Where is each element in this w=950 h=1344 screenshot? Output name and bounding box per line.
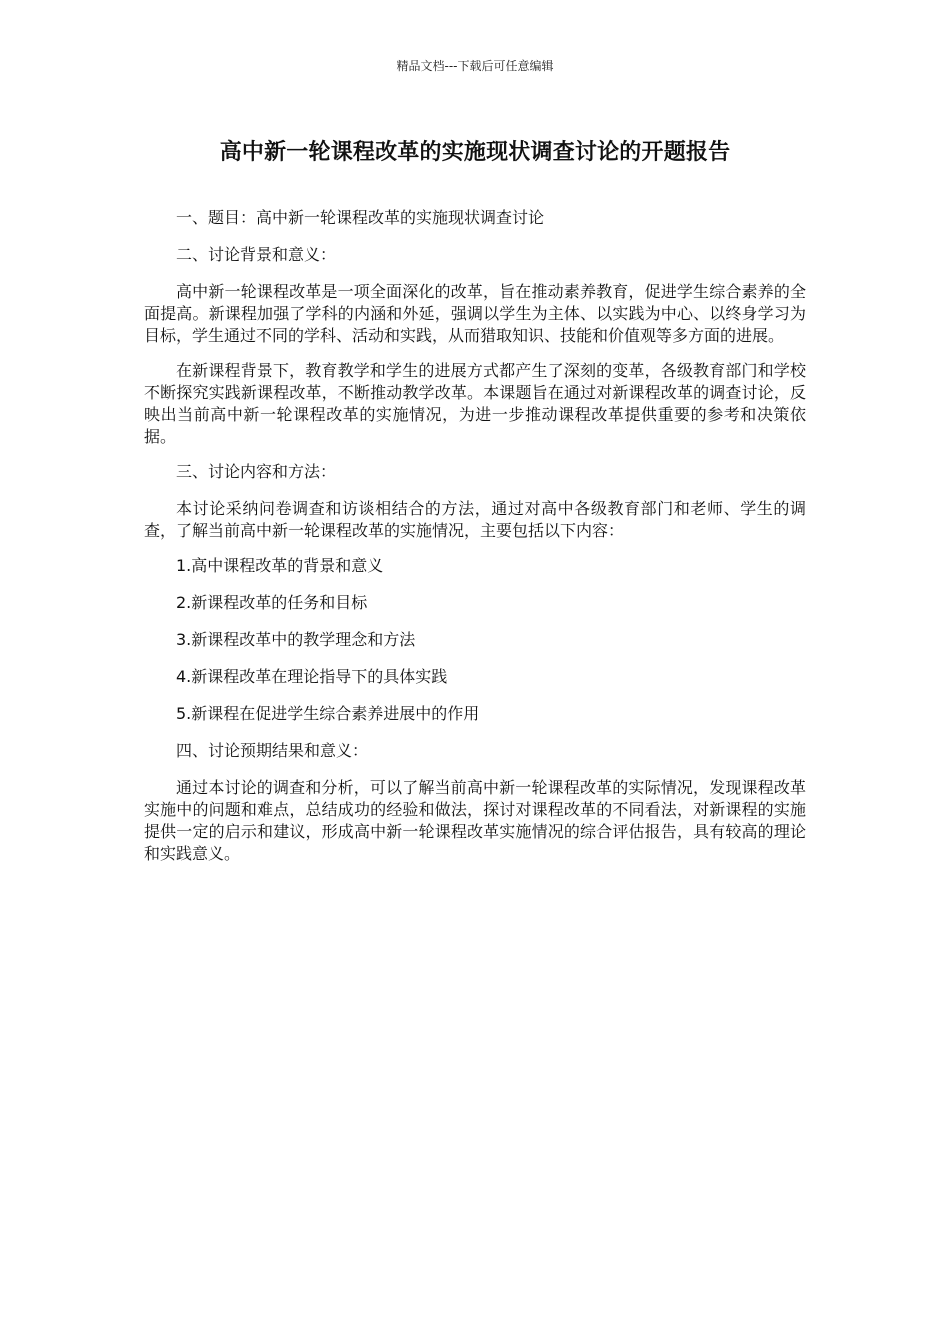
- list-item: 4.新课程改革在理论指导下的具体实践: [176, 667, 448, 686]
- content-heading: 三、讨论内容和方法：: [176, 462, 337, 481]
- list-item: 2.新课程改革的任务和目标: [176, 593, 368, 612]
- background-paragraph-2: 在新课程背景下，教育教学和学生的进展方式都产生了深刻的变革，各级教育部门和学校不断探究实践新课程改革，不断推动教学改革。本课题旨在通过对新课程改革的调查讨论，反映出当前高中新一轮课程改革的实施情况，为进一步推动课程改革提供重要的参考和决策依据。: [144, 361, 806, 446]
- document-title: 高中新一轮课程改革的实施现状调查讨论的开题报告: [219, 140, 731, 165]
- list-item: 3.新课程改革中的教学理念和方法: [176, 630, 416, 649]
- results-heading: 四、讨论预期结果和意义：: [176, 741, 369, 760]
- list-item: 5.新课程在促进学生综合素养进展中的作用: [176, 704, 480, 723]
- background-paragraph-1: 高中新一轮课程改革是一项全面深化的改革，旨在推动素养教育，促进学生综合素养的全面提高。新课程加强了学科的内涵和外延，强调以学生为主体、以实践为中心、以终身学习为目标，学生通过不同的学科、活动和实践，从而猎取知识、技能和价值观等多方面的进展。: [144, 282, 806, 345]
- topic-line: 一、题目：高中新一轮课程改革的实施现状调查讨论: [176, 208, 545, 227]
- document-body: [144, 207, 806, 878]
- content-paragraph-1: 本讨论采纳问卷调查和访谈相结合的方法，通过对高中各级教育部门和老师、学生的调查，了解当前高中新一轮课程改革的实施情况，主要包括以下内容：: [144, 499, 806, 540]
- background-heading: 二、讨论背景和意义：: [176, 245, 337, 264]
- page-header-note: 精品文档---下载后可任意编辑: [396, 59, 554, 73]
- list-item: 1.高中课程改革的背景和意义: [176, 556, 384, 575]
- results-paragraph-1: 通过本讨论的调查和分析，可以了解当前高中新一轮课程改革的实际情况，发现课程改革实施中的问题和难点，总结成功的经验和做法，探讨对课程改革的不同看法，对新课程的实施提供一定的启示和建议，形成高中新一轮课程改革实施情况的综合评估报告，具有较高的理论和实践意义。: [144, 778, 806, 863]
